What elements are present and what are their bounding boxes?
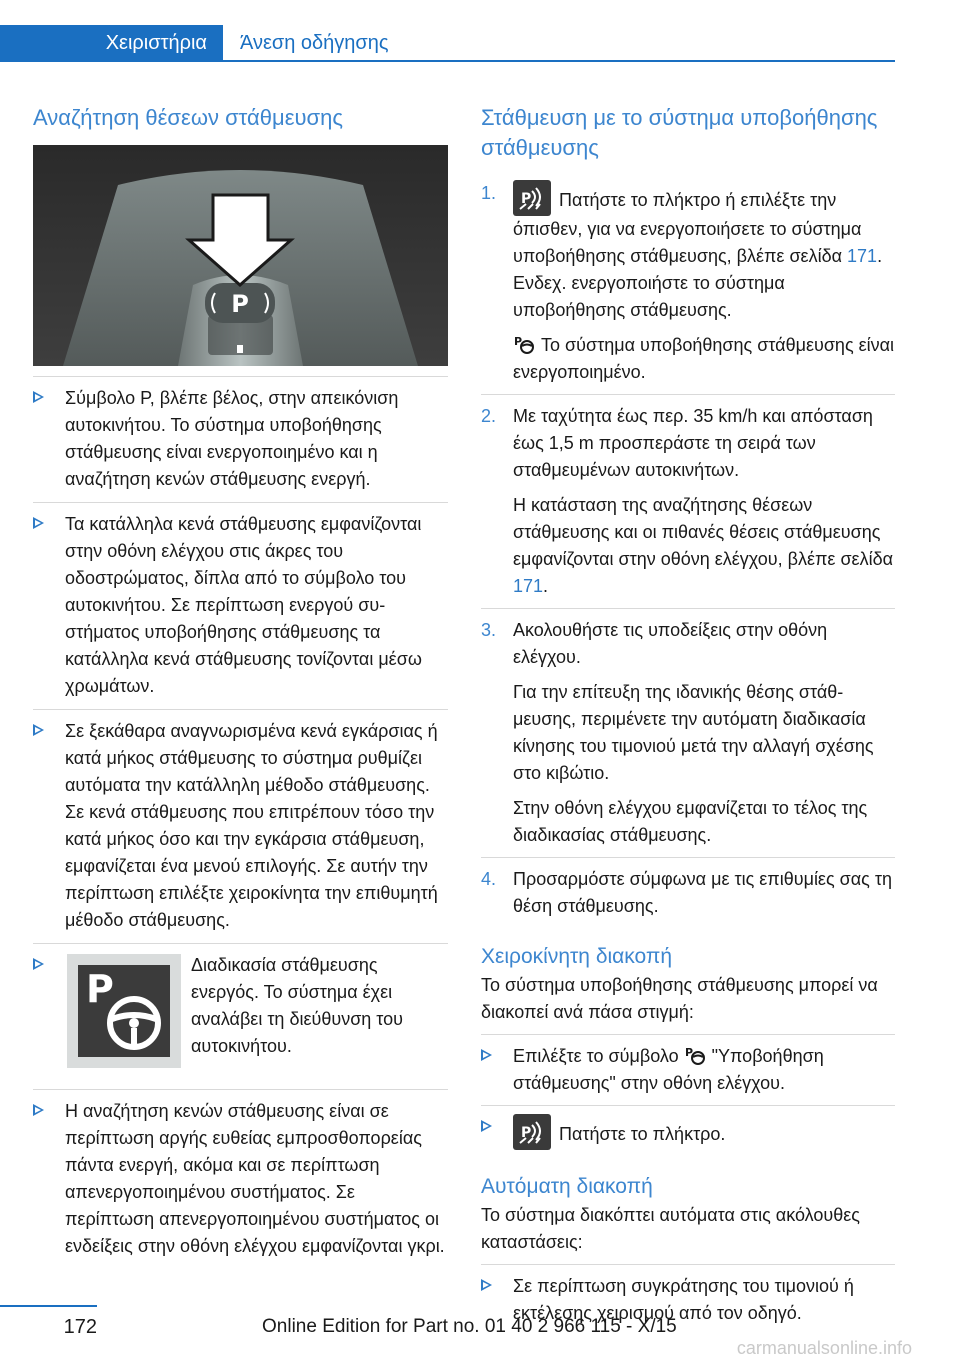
list-item: P Διαδικασία στάθμευσης ενεργός. Το σύστημα έχει αναλάβει τη διεύθυνση του αυτοκινήτου.: [33, 952, 448, 1066]
divider: [33, 709, 448, 710]
footer-rule: [0, 1305, 97, 1307]
list-item: Σε ξεκάθαρα αναγνωρισμένα κενά εγκάρσιας ή κατά μήκος στάθμευσης το σύστημα ρυθμίζει αυτόματα την κατάλληλη μέθοδο στάθμευσης. Σε κενά στάθμευσης που επιτρέπουν τόσο την κατά μήκος όσο και την εγκάρσια στάθμευση, εμφανίζεται ένα μενού επιλογής. Σε αυτήν την περίπτωση επιλέξτε χειροκίνητα την επιθυμητή μέθοδο στάθμευσης.: [33, 718, 448, 934]
divider: [481, 857, 895, 858]
divider: [33, 376, 448, 377]
left-heading: Αναζήτηση θέσεων στάθμευσης: [33, 105, 343, 130]
list-item: Η αναζήτηση κενών στάθμευσης είναι σε περίπτωση αργής ευθείας εμπροσθοπορείας πάντα ενεργή, ακόμα και σε περίπτωση απενεργοποιημένου συστήματος. Σε περίπτωση απενεργοποιημένου συστήματος οι ενδείξεις στην οθόνη ελέγχου εμφανίζονται γκρι.: [33, 1098, 448, 1260]
auto-stop-intro: Το σύστημα διακόπτει αυτόματα στις ακόλουθες καταστάσεις:: [481, 1205, 860, 1252]
manual-stop-heading: Χειροκίνητη διακοπή: [481, 945, 673, 968]
step-3: 3. Ακολουθήστε τις υποδείξεις στην οθόνη ελέγχου. Για την επίτευξη της ιδανικής θέσης στάθμευσης, περιμένετε την αυτόματη διαδικασία κίνησης του τιμονιού μετά την αλλαγή σχέσης στο κιβώτιο. Στην οθόνη ελέγχου εμφανίζεται το τέλος της διαδικασίας στάθμευσης.: [481, 620, 874, 845]
svg-text:P: P: [514, 335, 523, 348]
header-rule: [0, 60, 895, 62]
right-heading: Στάθμευση με το σύστημα υποβοήθησης στάθμευσης: [481, 105, 878, 160]
page-number: 172: [63, 1316, 97, 1338]
chapter-tab[interactable]: Χειριστήρια: [0, 25, 223, 61]
svg-text:P: P: [521, 191, 532, 207]
step-2: 2. Με ταχύτητα έως περ. 35 km/h και απόσταση έως 1,5 m προσπεράστε τη σειρά των σταθμευμένων αυτοκινήτων. Η κατάσταση της αναζήτησης θέσεων στάθμευσης και οι πιθανές θέσεις στάθμευσης εμφανίζονται στην οθόνη ελέγχου, βλέπε σελίδα 171.: [481, 406, 894, 596]
triangle-bullet-icon: [33, 724, 44, 736]
svg-text:P: P: [684, 1046, 693, 1059]
watermark: carmanualsonline.info: [736, 1338, 912, 1358]
triangle-bullet-icon: [33, 517, 44, 529]
list-item: Σε περίπτωση συγκράτησης του τιμονιού ή εκτέλεσης χειρισμού από τον οδηγό.: [481, 1273, 895, 1327]
svg-text:P: P: [521, 1125, 532, 1141]
triangle-bullet-icon: [481, 1049, 492, 1061]
park-assist-symbol-icon[interactable]: [684, 1044, 706, 1066]
list-item: Σύμβολο P, βλέπε βέλος, στην απεικόνιση αυτοκινήτου. Το σύστημα υποβοήθησης στάθμευσης είναι ενεργοποιημένο και η αναζήτηση κενών στάθμευσης ενεργή.: [33, 385, 448, 493]
divider: [33, 943, 448, 944]
park-assist-button-icon: [513, 1114, 551, 1150]
list-item: Τα κατάλληλα κενά στάθμευσης εμφανίζονται στην οθόνη ελέγχου στις άκρες του οδοστρώματος, δίπλα από το σύμβολο του αυτοκινήτου. Σε περίπτωση ενεργού συστήματος υποβοήθησης στάθμευσης τα κατάλληλα κενά στάθμευσης τονίζονται μέσω χρωμάτων.: [33, 511, 448, 700]
divider: [481, 394, 895, 395]
parking-display-image: [33, 145, 448, 366]
parking-steering-icon-box: [67, 954, 181, 1068]
triangle-bullet-icon: [33, 958, 44, 970]
divider: [481, 1105, 895, 1106]
section-tab[interactable]: Άνεση οδήγησης: [240, 31, 389, 54]
parking-scene-illustration: [33, 145, 448, 366]
page-link[interactable]: 171: [847, 246, 878, 266]
step-4: 4. Προσαρμόστε σύμφωνα με τις επιθυμίες σας τη θέση στάθμευσης.: [481, 869, 892, 916]
triangle-bullet-icon: [33, 1104, 44, 1116]
page-header: [0, 25, 895, 61]
triangle-bullet-icon: [33, 391, 44, 403]
parking-steering-icon: P: [78, 965, 170, 1057]
divider: [33, 502, 448, 503]
park-assist-status-icon: [513, 333, 535, 355]
divider: [481, 608, 895, 609]
divider: [481, 1034, 895, 1035]
divider: [33, 1089, 448, 1090]
edition-text: Online Edition for Part no. 01 40 2 966 115 - X/15: [262, 1316, 677, 1337]
page-link[interactable]: 171: [513, 576, 544, 596]
step-1: 1. P Πατήστε το πλήκτρο ή επιλέξτε την όπισθεν, για να ενεργοποιήσετε το σύστημα υποβοήθησης στάθμευσης, βλέπε σελίδα 171. Ενδεχ. ενεργοποιήστε το σύστημα υποβοήθησης στάθμευσης. P Το σύστημα υποβοήθησης στάθμευσης είναι ενεργοποιημένο.: [481, 180, 895, 386]
divider: [481, 1264, 895, 1265]
auto-stop-heading: Αυτόματη διακοπή: [481, 1175, 653, 1198]
image-p-symbol: P: [231, 290, 249, 318]
triangle-bullet-icon: [481, 1279, 492, 1291]
park-assist-button-icon: [513, 180, 551, 216]
manual-stop-intro: Το σύστημα υποβοήθησης στάθμευσης μπορεί να διακοπεί ανά πάσα στιγμή:: [481, 975, 878, 1022]
triangle-bullet-icon: [481, 1120, 492, 1132]
list-item: P Πατήστε το πλήκτρο.: [481, 1114, 895, 1150]
steering-wheel-icon: [78, 965, 170, 1057]
list-item: Επιλέξτε το σύμβολο P "Υποβοήθηση στάθμευσης" στην οθόνη ελέγχου.: [481, 1043, 895, 1097]
